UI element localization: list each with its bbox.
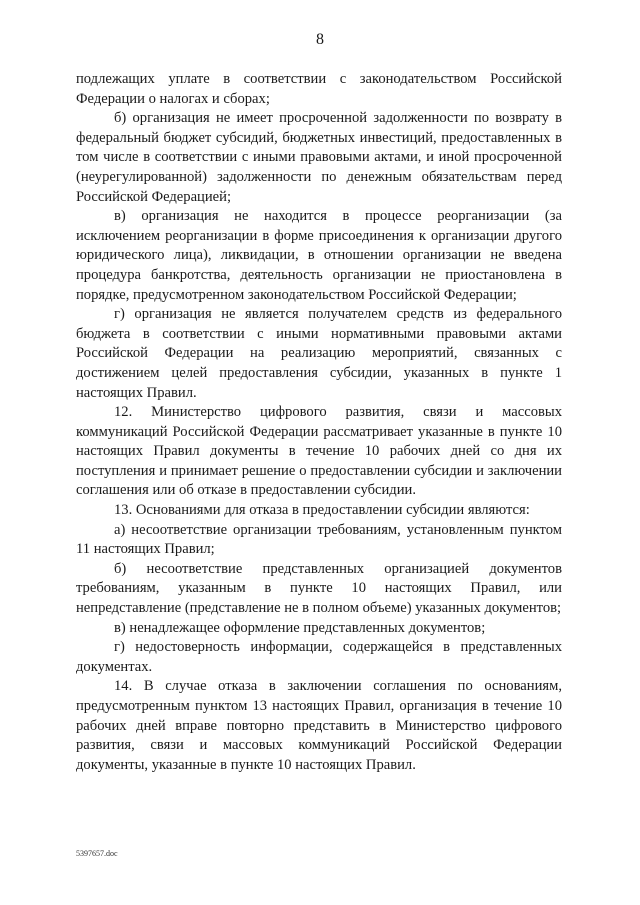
paragraph-clause-13: 13. Основаниями для отказа в предоставлении субсидии являются:	[114, 502, 530, 519]
paragraph-item-g-funds: г) организация не является получателем средств из федерального бюджета в соответствии с иными нормативными правовыми актами Российской Федерации на реализацию мероприятий, связанных с достижением целей предоставления субсидии, указанных в пункте 1 настоящих Правил.	[76, 306, 562, 401]
document-body	[76, 70, 562, 775]
paragraph-item-v-reorganization: в) организация не находится в процессе реорганизации (за исключением реорганизации в форме присоединения к организации другого юридического лица), ликвидации, в отношении организации не введена процедура банкротства, деятельность организации не приостановлена в порядке, предусмотренном законодательством Российской Федерации;	[76, 208, 562, 303]
paragraph-continuation: подлежащих уплате в соответствии с законодательством Российской Федерации о налогах и сборах;	[76, 71, 562, 107]
paragraph-clause-14: 14. В случае отказа в заключении соглашения по основаниям, предусмотренным пунктом 13 настоящих Правил, организация в течение 10 рабочих дней вправе повторно представить в Министерство цифрового развития, связи и массовых коммуникаций Российской Федерации документы, указанные в пункте 10 настоящих Правил.	[76, 678, 562, 773]
paragraph-clause-13-a: а) несоответствие организации требованиям, установленным пунктом 11 настоящих Правил;	[76, 521, 562, 558]
page-number: 8	[316, 31, 324, 48]
paragraph-clause-13-g: г) недостоверность информации, содержащейся в представленных документах.	[76, 639, 562, 675]
paragraph-clause-13-b: б) несоответствие представленных организацией документов требованиям, указанным в пункте 10 настоящих Правил, или непредставление (представление не в полном объеме) указанных документов;	[76, 560, 562, 617]
paragraph-clause-12: 12. Министерство цифрового развития, связи и массовых коммуникаций Российской Федерации рассматривает указанные в пункте 10 настоящих Правил документы в течение 10 рабочих дней со дня их поступления и принимает решение о предоставлении субсидии и заключении соглашения или об отказе в предоставлении субсидии.	[76, 404, 562, 499]
paragraph-item-b-debt: б) организация не имеет просроченной задолженности по возврату в федеральный бюджет субсидий, бюджетных инвестиций, предоставленных в том числе в соответствии с иными правовыми актами, и иной просроченной (неурегулированной) задолженности по денежным обязательствам перед Российской Федерацией;	[76, 110, 562, 205]
document-code: 5397657.doc	[76, 849, 118, 858]
paragraph-clause-13-v: в) ненадлежащее оформление представленных документов;	[114, 619, 486, 636]
